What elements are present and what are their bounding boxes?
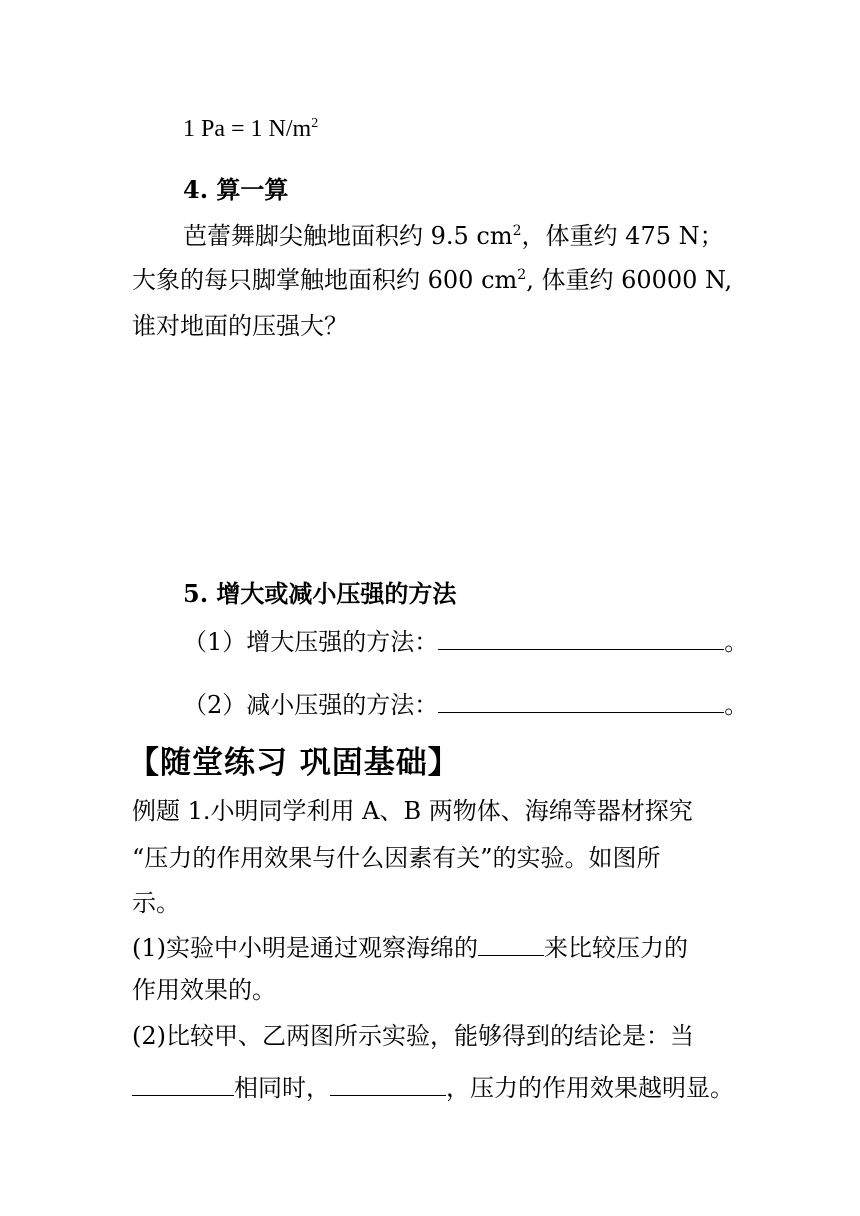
item1-period: 。: [724, 628, 749, 656]
section-4-line-2: [132, 265, 732, 295]
q1-text-a: (1)实验中小明是通过观察海绵的: [132, 934, 478, 962]
section-5-item-1: [183, 625, 748, 657]
q2-answer-blank-1[interactable]: [132, 1071, 234, 1096]
q1-answer-blank[interactable]: [478, 931, 544, 956]
example-1-line-3: 示。: [132, 889, 180, 917]
line1-text-b: ，体重约 475 N；: [521, 222, 724, 250]
question-2-line-1: (2)比较甲、乙两图所示实验，能够得到的结论是：当: [132, 1022, 694, 1050]
line1-text-a: 芭蕾舞脚尖触地面积约 9.5 cm: [183, 222, 513, 250]
section-4-line-1: [183, 221, 724, 251]
q1-text-b: 来比较压力的: [544, 934, 688, 962]
decrease-pressure-answer-blank[interactable]: [438, 688, 724, 713]
section-4-line-3: 谁对地面的压强大？: [132, 312, 348, 340]
pressure-unit-formula: [183, 114, 318, 144]
item2-period: 。: [724, 691, 749, 719]
section-5-item-2: [183, 688, 748, 720]
line2-superscript: 2: [517, 267, 527, 283]
q2-answer-blank-2[interactable]: [330, 1071, 446, 1096]
example-1-line-1: 例题 1.小明同学利用 A、B 两物体、海绵等器材探究: [132, 797, 693, 825]
item1-label: （1）增大压强的方法：: [183, 628, 439, 656]
example-1-line-2: “压力的作用效果与什么因素有关”的实验。如图所: [132, 844, 661, 872]
q2-text-c: ，压力的作用效果越明显。: [446, 1074, 734, 1102]
section-5-heading: 5. 增大或减小压强的方法: [183, 579, 457, 608]
question-1-line-2: 作用效果的。: [132, 976, 276, 1004]
increase-pressure-answer-blank[interactable]: [438, 625, 724, 650]
question-1-line-1: [132, 931, 688, 963]
q2-text-b: 相同时，: [234, 1074, 330, 1102]
question-2-line-2: [132, 1071, 734, 1103]
line1-superscript: 2: [512, 223, 522, 239]
practice-section-title: 【随堂练习 巩固基础】: [128, 745, 460, 781]
line2-text-a: 大象的每只脚掌触地面积约 600 cm: [132, 266, 518, 294]
section-4-heading: 4. 算一算: [183, 175, 289, 204]
item2-label: （2）减小压强的方法：: [183, 691, 439, 719]
formula-text: 1 Pa = 1 N/m: [183, 116, 312, 142]
formula-superscript: 2: [311, 116, 319, 131]
line2-text-b: , 体重约 60000 N,: [526, 266, 733, 294]
